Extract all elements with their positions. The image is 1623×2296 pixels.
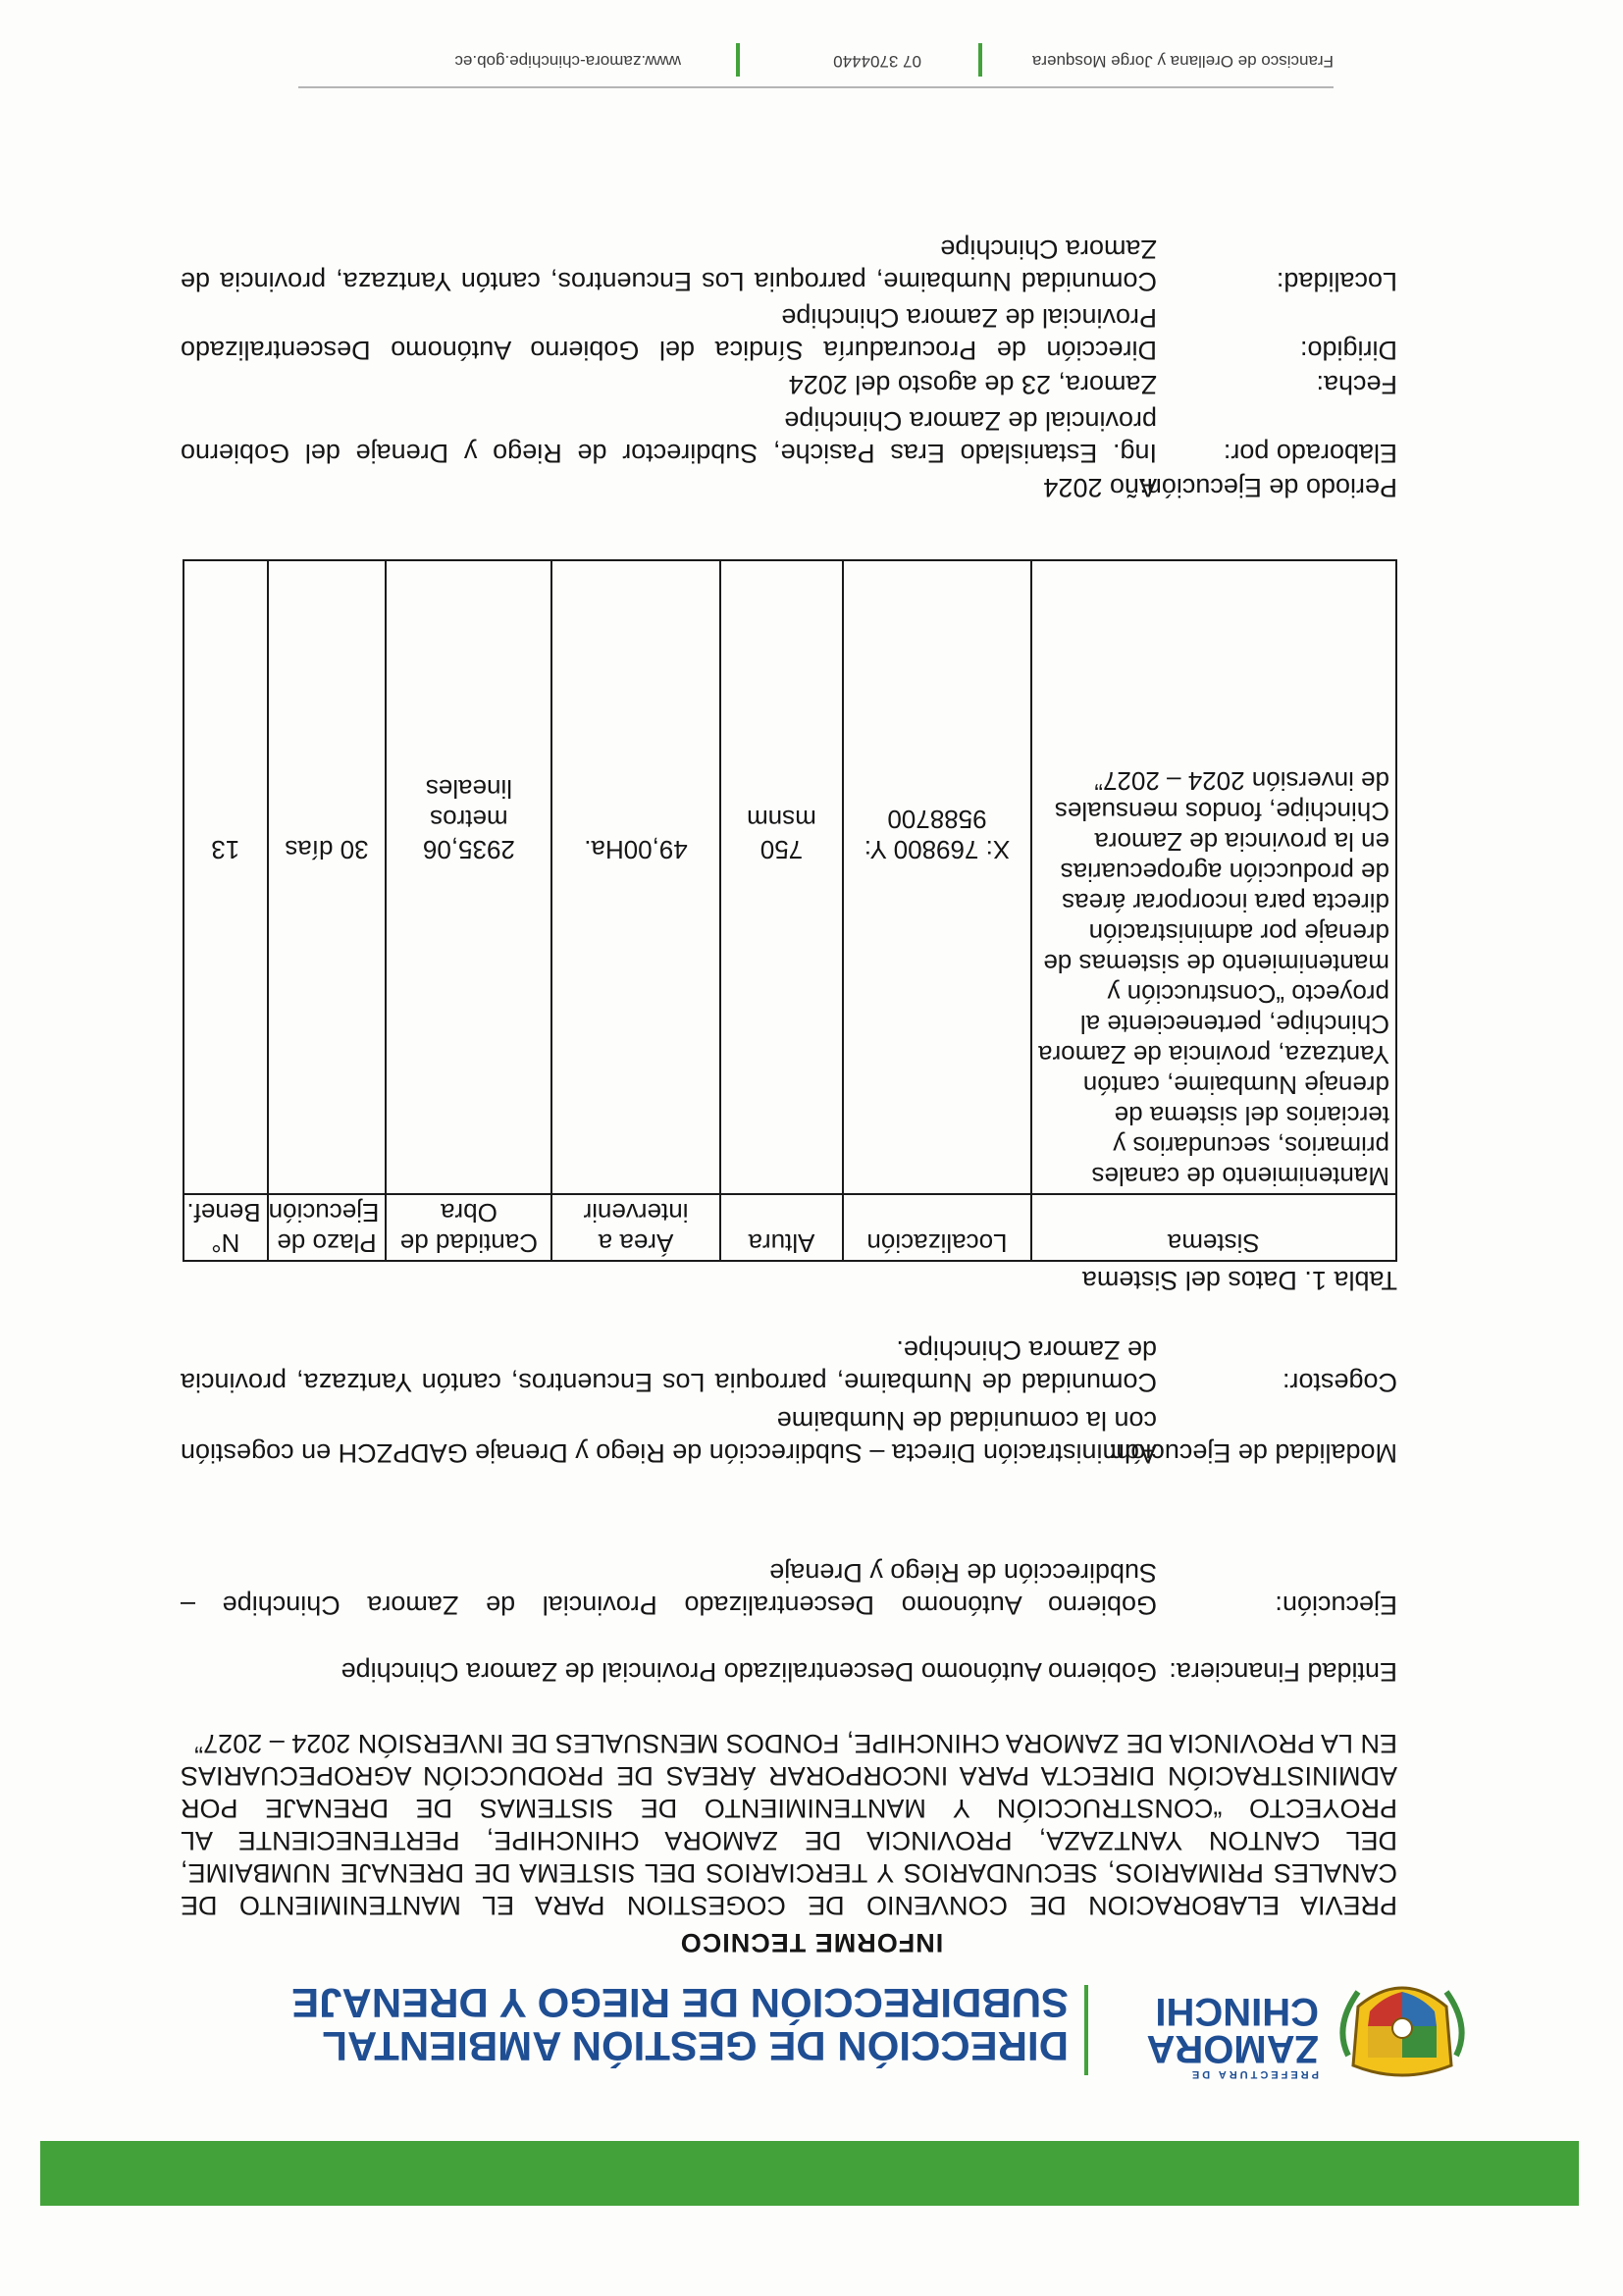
top-green-bar [40, 2141, 1579, 2206]
field-label: Entidad Financiera: [1169, 1657, 1397, 1687]
department-block [291, 1981, 1069, 2067]
footer-phone: 07 3704440 [833, 52, 921, 71]
table-cell-sistema: Mantenimiento de canales primarios, secundarios y terciarios del sistema de drenaje Numbaime, cantón Yantzaza, provincia de Zamora Chinchipe, perteneciente al proyecto “Construcción y mantenimiento de sistemas de drenaje por administración directa para incorporar áreas de producción agropecuarias en la provincia de Zamora Chinchipe, fondos mensuales de inversión 2024 – 2027” [1031, 560, 1396, 1194]
field-value: Ing. Estanislado Eras Pasiche, Subdirector de Riego y Drenaje del Gobierno provincial de Zamora Chinchipe [181, 406, 1157, 468]
field-label: Elaborado por: [1223, 439, 1397, 468]
brand-name-line-2: CHINCHI [1155, 1990, 1319, 2033]
department-line-1: DIRECCIÓN DE GESTIÓN AMBIENTAL [322, 2023, 1069, 2069]
shield-icon [1329, 1967, 1476, 2085]
field-value: Comunidad de Numbaime, parroquia Los Encuentros, cantón Yantzaza, provincia de Zamora Chinchipe. [181, 1335, 1157, 1397]
field-value: Comunidad Numbaime, parroquia Los Encuentros, cantón Yantzaza, provincia de Zamora Chinchipe [181, 235, 1157, 296]
field-label: Periodo de Ejecución: [1139, 473, 1397, 502]
department-line-2: SUBDIRECCIÓN DE RIEGO Y DRENAJE [291, 1980, 1069, 2026]
table-header-cell: N° Benef. [183, 1194, 268, 1261]
footer [298, 37, 1334, 77]
footer-separator [978, 43, 982, 77]
table-header-cell: Altura [720, 1194, 844, 1261]
brand-name-line-1: ZAMORA [1146, 2027, 1319, 2070]
table-header-cell: Sistema [1031, 1194, 1396, 1261]
field-value: Gobierno Autónomo Descentralizado Provincial de Zamora Chinchipe [340, 1657, 1157, 1687]
brand-block [1103, 1990, 1319, 2080]
table-row [183, 560, 1396, 1194]
field-value: Dirección de Procuraduría Síndica del Gobierno Autónomo Descentralizado Provincial de Zamora Chinchipe [181, 303, 1157, 365]
footer-website[interactable]: www.zamora-chinchipe.gob.ec [454, 52, 681, 71]
prefecture-shield-logo [1329, 1967, 1476, 2085]
field-label: Ejecución: [1275, 1591, 1397, 1620]
system-data-table [183, 559, 1397, 1262]
footer-separator [736, 43, 740, 77]
field-label: Modalidad de Ejecución: [1108, 1438, 1397, 1468]
table-header-cell: Cantidad de Obra [386, 1194, 551, 1261]
field-label: Fecha: [1316, 370, 1397, 399]
header-divider [1084, 1985, 1088, 2075]
table-cell-beneficiarios: 13 [183, 560, 268, 1194]
table-cell-localizacion: X: 769800 Y: 9588700 [843, 560, 1030, 1194]
field-value: Gobierno Autónomo Descentralizado Provincial de Zamora Chinchipe – Subdirección de Riego y Drenaje [181, 1558, 1157, 1620]
field-label: Localidad: [1276, 267, 1397, 296]
brand-prefix: PREFECTURA DE [1188, 2068, 1319, 2080]
field-label: Dirigido: [1299, 336, 1397, 365]
table-cell-cantidad: 2935,06 metros lineales [386, 560, 551, 1194]
intro-paragraph: PREVIA ELABORACION DE CONVENIO DE COGESTION PARA EL MANTENIMIENTO DE CANALES PRIMARIOS, SECUNDARIOS Y TERCIARIOS DEL SISTEMA DE DRENAJE NUMBAIME, DEL CANTON YANTZAZA, PROVINCIA DE ZAMORA CHINCHIPE, PERTENECIENTE AL PROYECTO “CONSTRUCCIÓN Y MANTENIMIENTO DE SISTEMAS DE DRENAJE POR ADMINISTRACIÓN DIRECTA PARA INCORPORAR ÁREAS DE PRODUCCIÓN AGROPECUARIAS EN LA PROVINCIA DE ZAMORA CHINCHIPE, FONDOS MENSUALES DE INVERSIÓN 2024 – 2027” [181, 1729, 1397, 1920]
field-value: Año 2024 [1043, 473, 1157, 502]
table-header-cell: Área a intervenir [551, 1194, 719, 1261]
field-value: Zamora, 23 de agosto del 2024 [788, 370, 1157, 399]
field-value: Administración Directa – Subdirección de Riego y Drenaje GADPZCH en cogestión con la comunidad de Numbaime [181, 1406, 1157, 1468]
table-header-cell: Localización [843, 1194, 1030, 1261]
footer-address: Francisco de Orellana y Jorge Mosquera [1031, 52, 1334, 71]
field-label: Cogestor: [1282, 1368, 1397, 1397]
table-cell-plazo: 30 días [268, 560, 387, 1194]
table-cell-area: 49,00Ha. [551, 560, 719, 1194]
table-caption: Tabla 1. Datos del Sistema [1081, 1266, 1397, 1295]
table-cell-altura: 750 msnm [720, 560, 844, 1194]
footer-divider [298, 86, 1334, 88]
letterhead [102, 1967, 1476, 2085]
document-title: INFORME TECNICO [679, 1928, 944, 1957]
table-header-row [183, 1194, 1396, 1261]
table-header-cell: Plazo de Ejecución [268, 1194, 387, 1261]
